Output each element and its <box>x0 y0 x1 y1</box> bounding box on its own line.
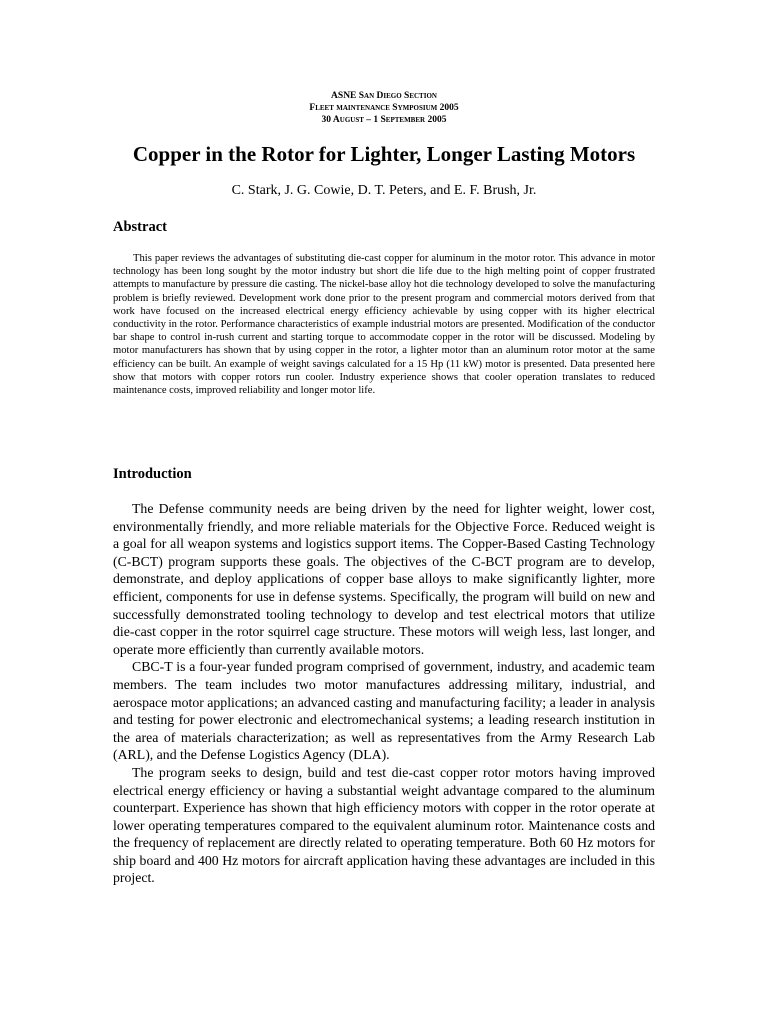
conference-header <box>0 90 768 126</box>
introduction-paragraph: The Defense community needs are being driven by the need for lighter weight, lower cost, environmentally friendly, and more reliable materials for the Objective Force. Reduced weight is a goal for all weapon systems and logistics support items. The Copper-Based Casting Technology (C-BCT) program supports these goals. The objectives of the C-BCT program are to develop, demonstrate, and deploy applications of copper base alloys to make significantly lighter, more efficient, components for use in defense systems. Specifically, the program will build on new and successfully demonstrated tooling technology to develop and test electrical motors that utilize die-cast copper in the rotor squirrel cage structure. These motors will weigh less, last longer, and operate more efficiently than currently available motors. <box>113 501 655 657</box>
header-symposium: Fleet maintenance Symposium 2005 <box>309 103 459 113</box>
abstract-text: This paper reviews the advantages of substituting die-cast copper for aluminum in the motor rotor. This advance in motor technology has been long sought by the motor industry but short die life due to the high melting point of copper frustrated attempts to manufacture by pressure die casting. The nickel-base alloy hot die technology developed to solve the manufacturing problem is briefly reviewed. Development work done prior to the present program and commercial motors derived from that work have focused on the increased electrical energy efficiency achievable by using copper with its higher electrical conductivity in the rotor. Performance characteristics of example industrial motors are presented. Modification of the conductor bar shape to control in-rush current and starting torque to accommodate copper in the rotor will be discussed. Modeling by motor manufacturers has shown that by using copper in the rotor, a lighter motor than an aluminum rotor motor at the same efficiency can be built. An example of weight savings calculated for a 15 Hp (11 kW) motor is presented. Data presented here show that motors with copper rotors run cooler. Industry experience shows that cooler operation translates to reduced maintenance costs, improved reliability and longer motor life. <box>113 253 655 397</box>
paper-title: Copper in the Rotor for Lighter, Longer Lasting Motors <box>132 142 636 166</box>
introduction-body <box>113 500 655 887</box>
introduction-paragraph: CBC-T is a four-year funded program comprised of government, industry, and academic team members. The team includes two motor manufactures addressing military, industrial, and aerospace motor applications; an advanced casting and manufacturing facility; a leader in analysis and testing for power electronic and electromechanical systems; a leading research institution in the area of materials characterization; as well as representatives from the Army Research Lab (ARL), and the Defense Logistics Agency (DLA). <box>113 659 655 763</box>
header-organization: ASNE San Diego Section <box>331 91 437 101</box>
introduction-paragraph: The program seeks to design, build and test die-cast copper rotor motors having improved electrical energy efficiency or having a substantial weight advantage compared to the aluminum counterpart. Experience has shown that high efficiency motors with copper in the rotor operate at lower operating temperatures compared to the equivalent aluminum rotor. Maintenance costs and the frequency of replacement are directly related to operating temperature. Both 60 Hz motors for ship board and 400 Hz motors for aircraft application having these advantages are included in this project. <box>113 764 655 886</box>
header-dates: 30 August – 1 September 2005 <box>321 115 447 125</box>
author-list: C. Stark, J. G. Cowie, D. T. Peters, and E. F. Brush, Jr. <box>231 183 537 198</box>
abstract-heading: Abstract <box>113 219 167 235</box>
introduction-heading: Introduction <box>113 466 192 482</box>
